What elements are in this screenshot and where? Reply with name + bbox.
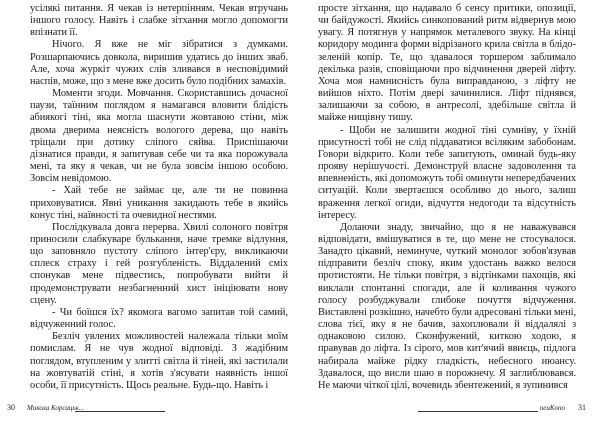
- footer-rule: [75, 411, 165, 412]
- running-head-author: Микола Корсацьк...: [27, 404, 85, 412]
- paragraph: - Чи боїшся їх? якомога вагомо запитав той самий, відчуженний голос.: [30, 306, 288, 331]
- paragraph: Безліч увлених можливостей належала тільки моїм помислам. Я не чув жодної відповіді. З жадібним поглядом, втупленим у злитті світла й тіней, які застилали на жовтуватій стіні, я хотів з'ясувати наявність іншої особи, її присутність. Щось реальне. Будь-що. Навіть і: [30, 331, 288, 391]
- right-page-body: [318, 3, 576, 392]
- running-head-title: neuKono: [539, 404, 565, 412]
- paragraph: Послідкувала довга перерва. Хвилі солоного повітря приносили слабкуваре булькання, наче тремке відлуння, що заповняло пустоту сліпого інтер'єру, викликаючи сплеск страху і гей розгубленість. Віддалений сміх спонукав мене підвестись, попробувати вийти й продемонструвати незбагненний хист ініціювати нову сцену.: [30, 221, 288, 306]
- paragraph: - Хай тебе не займає це, але ти не повинна приховуватися. Явні уникання закидають тебе в якийсь конус тіні, наївності та очевидної нестями.: [30, 185, 288, 221]
- page-number: 30: [7, 403, 15, 412]
- paragraph: просте зітхання, що надавало б сенсу притики, опозиції, чи байдужості. Якийсь синкопований ритм відвернув мою увагу. Я потягнув у напрямок металевого звуку. На кінці коридору модинга форми відрізаного крила світла в блідо-зеленій копір. Те, що здавалося торшером заблимало декілька разів, сповіщаючи про відчинення дверей ліфту. Хоча моя намнисність була виправданою, з ліфту не вийшов ніхто. Потім двері зачинилися. Ліфт піднявся, залишаючи за собою, в антресолі, здебільше світла й майже нищівну тишу.: [318, 3, 576, 124]
- paragraph: Долаючи знаду, звичайно, що я не наважувався відповідати, вмішуватися в те, що мене не стосувалося. Занадто цікавий, неминуче, чуткий монолог зобов'язував підправити безліч споку, яким удостань важко велося протистояти. Не тільки повітря, з відтінками пахощів, які виклали спонтанні спогади, але й коливання чужого голосу розбуджували глибоке почуття відчуження. Виставлені розкішно, начебто були адресовані тільки мені, слова тієї, яку я не бачив, захоплювали й віддалялі з однаковою силою. Сконфужений, киткою ходою, я правував до ліфта. Із сірого, мов кит'ячий ввиєць, підлога набирала майже рідку гладкість, небесного нюансу. Здавалося, що висли шаю в порожнечу. Я заглиблювався. Не маючи чіткої цілі, вочевидь збентежений, я зупинився: [318, 221, 576, 391]
- paragraph: усілякі питання. Я чекав із нетерпінням. Чекав втручань іншого голосу. Навіть і слабке зітхання могло допомогти впізнати її.: [30, 3, 288, 39]
- footer-rule: [418, 411, 538, 412]
- page-number: 31: [578, 403, 586, 412]
- paragraph: Нічого. Я вже не міг зібратися з думками. Розшарпаючись довкола, виришив удатись до інших зваб. Але, хоча журкіт чужих слів зливався в несповідимий наспів, може, що з мене вже досить було подібних замахів.: [30, 39, 288, 87]
- right-page: [300, 0, 600, 438]
- paragraph: Моменти згоди. Мовчання. Скориставшись дочасної паузи, таїнним поглядом я намагався вловити блідість абиякогі тіні, яка могла шаснути жовтавою стіни, між двома дверима неясність вологого дерева, що навіть тріщали при дотику сліпого сяйва. Приспішаючи дізнатися правди, я запитував себе чи та яка порожувала мені, та яку я чекав, чи не була зовсім іншою особою. Зовсім невідомою.: [30, 88, 288, 185]
- paragraph: - Щоби не залишити жодної тіні сумніву, у їхній присутності тобі не слід піддаватися всіляким забобонам. Говори відкрито. Коли тебе запитують, оминай будь-яку прояву нерішучості. Демонструй власне задоволення та впевненість, які допоможуть тобі оминути непередбачених ситуацій. Коли звертаєшся особливо до нього, залиш враження легкої огиди, відчуття недогоди та відсутність інтересу.: [318, 124, 576, 221]
- left-page-body: [30, 3, 288, 392]
